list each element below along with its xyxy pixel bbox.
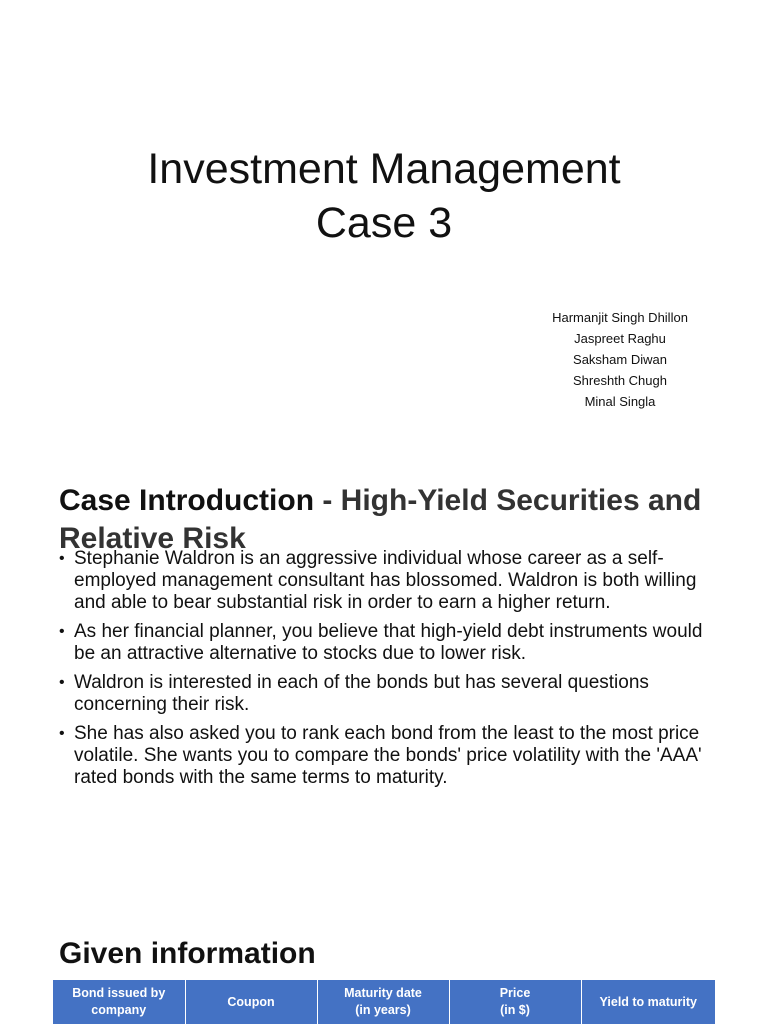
author-name: Shreshth Chugh [573,373,667,388]
presentation-title [0,142,768,250]
title-line-1: Investment Management [147,144,621,193]
column-header-coupon [185,980,317,1025]
author-list [520,307,720,412]
bullet-item [59,548,719,614]
author-name: Saksham Diwan [573,352,667,367]
given-information-heading: Given information [59,936,316,970]
case-introduction-heading [59,482,739,558]
case-introduction-slide [0,450,768,840]
bullet-item [59,723,719,789]
title-line-2: Case 3 [315,198,453,247]
author-name: Jaspreet Raghu [574,331,666,346]
header-line: Bond issued by [72,986,166,1000]
header-line: Maturity date [344,986,422,1000]
author-name: Minal Singla [584,394,656,409]
heading-main: Case Introduction [59,483,315,517]
column-header-maturity [317,980,449,1025]
bullet-icon: • [59,550,65,567]
bullet-list [59,548,719,796]
column-header-price [449,980,581,1025]
title-slide [0,0,768,430]
column-header-yield [581,980,715,1025]
header-line: Yield to maturity [599,994,697,1009]
table-header-row [53,980,715,1025]
given-information-slide [0,900,768,1024]
column-header-company [53,980,185,1025]
bullet-text: Waldron is interested in each of the bonds but has several questions concerning their risk. [74,672,649,715]
header-line: company [91,1003,147,1017]
header-line: (in $) [500,1003,530,1017]
header-line: Coupon [227,994,275,1009]
bullet-icon: • [59,623,65,640]
bullet-text: She has also asked you to rank each bond from the least to the most price volatile. She wants you to compare the bonds' price volatility with the 'AAA' rated bonds with the same terms to maturity. [74,723,702,788]
bullet-icon: • [59,674,65,691]
bullet-text: As her financial planner, you believe that high-yield debt instruments would be an attractive alternative to stocks due to lower risk. [74,621,703,664]
header-line: Price [499,986,531,1000]
bond-table [53,980,715,1026]
bullet-icon: • [59,725,65,742]
heading-subtitle: - High-Yield Securities and Relative Risk [59,483,702,555]
author-name: Harmanjit Singh Dhillon [552,310,688,325]
bullet-item [59,621,719,665]
header-line: (in years) [355,1003,411,1017]
bullet-item [59,672,719,716]
bullet-text: Stephanie Waldron is an aggressive individual whose career as a self-employed management consultant has blossomed. Waldron is both willing and able to bear substantial risk in order to earn a higher return. [74,548,697,613]
